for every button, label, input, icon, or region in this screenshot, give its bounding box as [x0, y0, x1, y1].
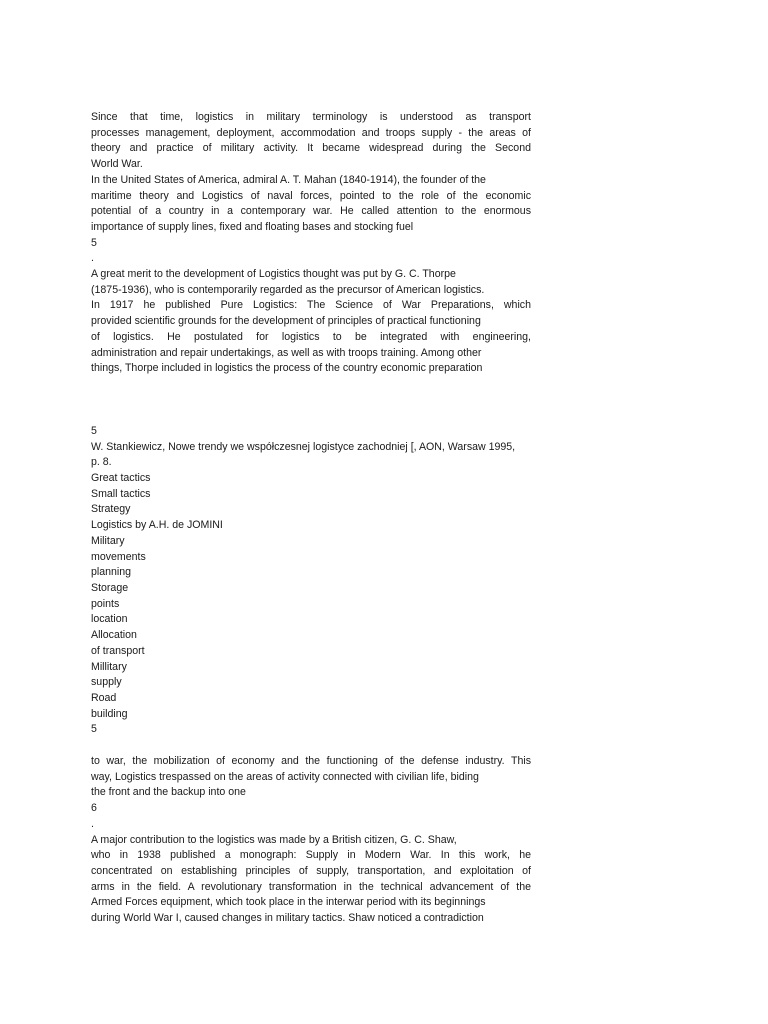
diagram-label: supply — [91, 676, 122, 689]
diagram-label: Military — [91, 534, 125, 547]
diagram-label: location — [91, 613, 128, 626]
paragraph-line: way, Logistics trespassed on the areas of activity connected with civilian life, biding — [91, 770, 479, 783]
diagram-label: Road — [91, 691, 117, 704]
paragraph-line: concentrated on establishing principles of supply, transportation, and exploitation of — [91, 864, 531, 877]
paragraph-line: maritime theory and Logistics of naval forces, pointed to the role of the economic — [91, 189, 531, 202]
diagram-label: building — [91, 707, 128, 720]
diagram-label: Allocation — [91, 629, 137, 642]
paragraph-line: to war, the mobilization of economy and the functioning of the defense industry. This — [91, 755, 531, 768]
diagram-label: Millitary — [91, 660, 127, 673]
diagram-label: Logistics by A.H. de JOMINI — [91, 519, 223, 532]
section-gap — [91, 738, 531, 754]
paragraph-line: importance of supply lines, fixed and floating bases and stocking fuel — [91, 220, 414, 233]
paragraph-line: provided scientific grounds for the development of principles of practical functioning — [91, 315, 481, 328]
diagram-label: points — [91, 597, 120, 610]
paragraph-line: (1875-1936), who is contemporarily regarded as the precursor of American logistics. — [91, 283, 485, 296]
diagram-label: Storage — [91, 581, 129, 594]
footnote-reference: 6 — [91, 802, 97, 815]
paragraph-line: who in 1938 published a monograph: Supply in Modern War. In this work, he — [91, 849, 531, 862]
footnote-reference: 5 — [91, 236, 97, 249]
diagram-label: planning — [91, 566, 132, 579]
paragraph-line: processes management, deployment, accommodation and troops supply - the areas of — [91, 126, 531, 139]
footnote-dot: . — [91, 817, 94, 830]
diagram-label: Great tactics — [91, 472, 151, 485]
footnote-dot: . — [91, 252, 94, 265]
footnote-text: W. Stankiewicz, Nowe trendy we współczesnej logistyce zachodniej [, AON, Warsaw 1995, — [91, 440, 516, 453]
diagram-label: of transport — [91, 644, 145, 657]
diagram-label: 5 — [91, 723, 97, 736]
paragraph-line: World War. — [91, 158, 143, 171]
footnote-text: p. 8. — [91, 456, 112, 469]
paragraph-line: A great merit to the development of Logistics thought was put by G. C. Thorpe — [91, 268, 456, 281]
paragraph-line: arms in the field. A revolutionary transformation in the technical advancement of the — [91, 880, 531, 893]
paragraph-line: administration and repair undertakings, as well as with troops training. Among other — [91, 346, 482, 359]
diagram-label: Strategy — [91, 503, 131, 516]
diagram-label: movements — [91, 550, 146, 563]
paragraph-line: Since that time, logistics in military terminology is understood as transport — [91, 111, 531, 123]
paragraph-line: In the United States of America, admiral A. T. Mahan (1840-1914), the founder of the — [91, 173, 486, 186]
section-gap — [91, 377, 531, 424]
diagram-label: Small tactics — [91, 487, 151, 500]
paragraph-line: A major contribution to the logistics was made by a British citizen, G. C. Shaw, — [91, 833, 457, 846]
paragraph-line: during World War I, caused changes in military tactics. Shaw noticed a contradiction — [91, 912, 484, 925]
document-page — [91, 110, 531, 927]
paragraph-line: things, Thorpe included in logistics the process of the country economic preparation — [91, 362, 483, 375]
paragraph-line: the front and the backup into one — [91, 786, 246, 799]
footnote-number: 5 — [91, 424, 97, 437]
paragraph-line: theory and practice of military activity. It became widespread during the Second — [91, 142, 531, 155]
paragraph-line: In 1917 he published Pure Logistics: The Science of War Preparations, which — [91, 299, 531, 312]
paragraph-line: of logistics. He postulated for logistics to be integrated with engineering, — [91, 330, 531, 343]
diagram-labels — [91, 471, 531, 738]
paragraph-line: potential of a country in a contemporary war. He called attention to the enormous — [91, 205, 531, 218]
paragraph-line: Armed Forces equipment, which took place in the interwar period with its beginnings — [91, 896, 486, 909]
